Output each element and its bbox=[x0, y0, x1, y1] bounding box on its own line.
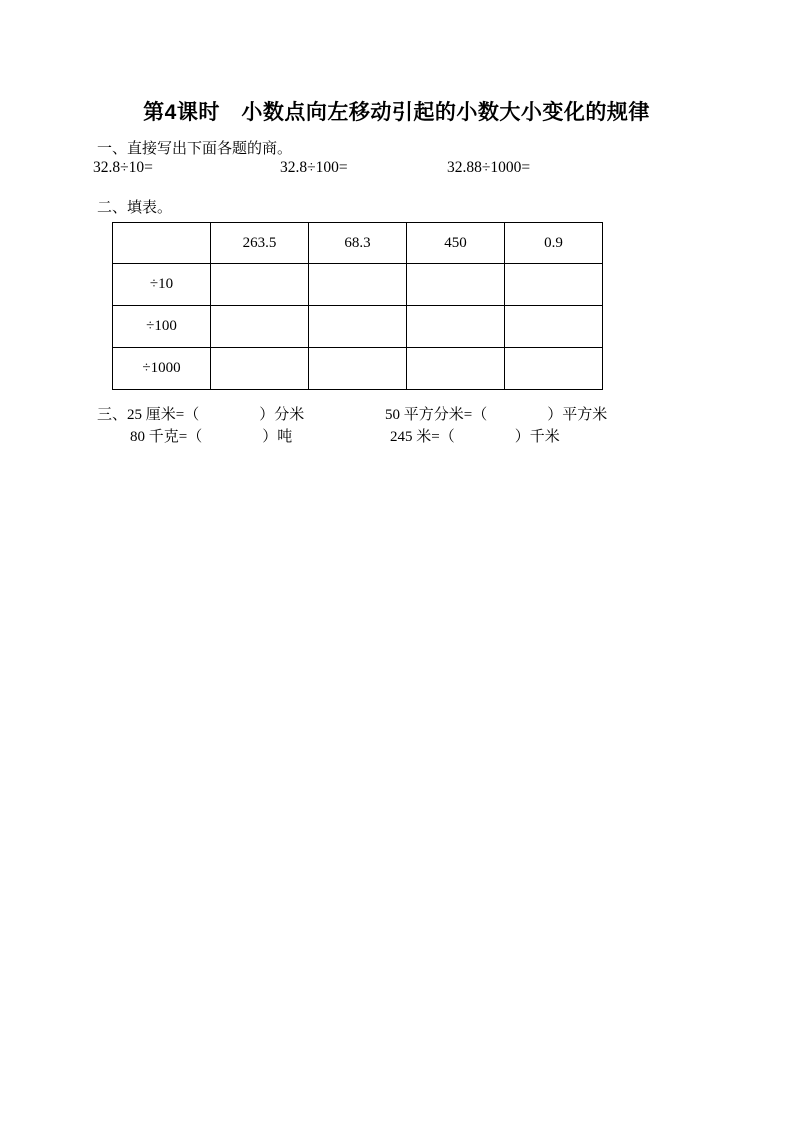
problem-expression-1: 32.8÷10= bbox=[93, 159, 153, 176]
answer-cell[interactable] bbox=[211, 264, 309, 306]
table-header-cell: 0.9 bbox=[505, 223, 603, 264]
answer-cell[interactable] bbox=[407, 348, 505, 390]
table-row-div100 bbox=[113, 306, 603, 348]
answer-cell[interactable] bbox=[505, 264, 603, 306]
section3-conversion-sqdm-sqm: 50 平方分米=（ ）平方米 bbox=[385, 407, 608, 423]
row-label-cell: ÷10 bbox=[113, 264, 211, 306]
table-header-cell: 263.5 bbox=[211, 223, 309, 264]
fill-in-table bbox=[112, 222, 603, 390]
answer-cell[interactable] bbox=[211, 306, 309, 348]
table-corner-cell bbox=[113, 223, 211, 264]
row-label-cell: ÷1000 bbox=[113, 348, 211, 390]
table-header-cell: 68.3 bbox=[309, 223, 407, 264]
answer-cell[interactable] bbox=[505, 348, 603, 390]
table-header-cell: 450 bbox=[407, 223, 505, 264]
answer-cell[interactable] bbox=[309, 348, 407, 390]
section2-label: 二、填表。 bbox=[97, 200, 173, 216]
answer-cell[interactable] bbox=[407, 306, 505, 348]
answer-cell[interactable] bbox=[211, 348, 309, 390]
section3-conversion-m-km: 245 米=（ ）千米 bbox=[390, 429, 560, 445]
answer-cell[interactable] bbox=[505, 306, 603, 348]
problem-expression-2: 32.8÷100= bbox=[280, 159, 348, 176]
section3-conversion-cm-dm: 三、25 厘米=（ ）分米 bbox=[97, 407, 305, 423]
section1-label: 一、直接写出下面各题的商。 bbox=[97, 141, 293, 157]
answer-cell[interactable] bbox=[309, 264, 407, 306]
table-row-div10 bbox=[113, 264, 603, 306]
table-header-row bbox=[113, 223, 603, 264]
problem-expression-3: 32.88÷1000= bbox=[447, 159, 531, 176]
table-row-div1000 bbox=[113, 348, 603, 390]
row-label-cell: ÷100 bbox=[113, 306, 211, 348]
page-title: 第4课时 小数点向左移动引起的小数大小变化的规律 bbox=[143, 101, 650, 124]
answer-cell[interactable] bbox=[309, 306, 407, 348]
section3-conversion-kg-t: 80 千克=（ ）吨 bbox=[130, 429, 293, 445]
answer-cell[interactable] bbox=[407, 264, 505, 306]
